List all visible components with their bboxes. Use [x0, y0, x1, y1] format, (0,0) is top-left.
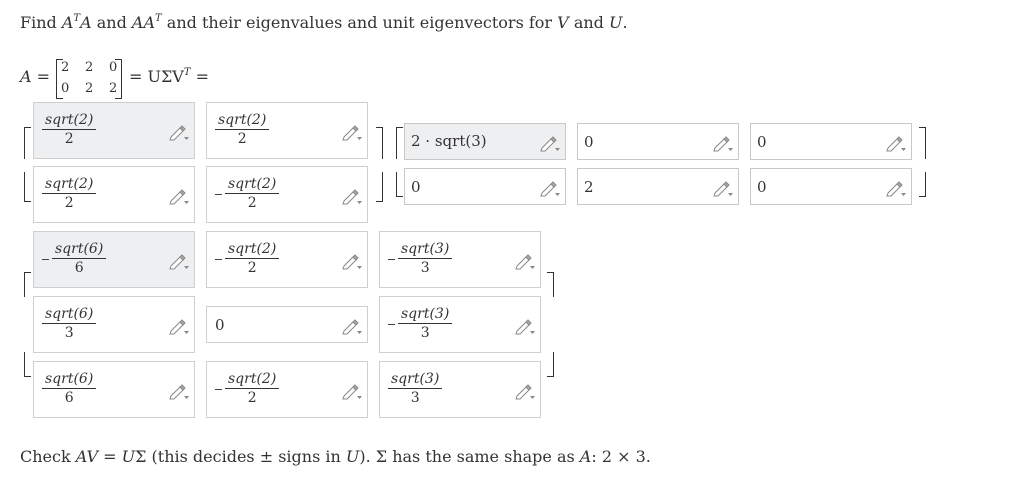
edit-pencil-icon[interactable] [341, 382, 363, 400]
footer-part: : 2 × 3. [591, 447, 651, 466]
u-matrix-bracket-right-bottom [547, 352, 554, 377]
fraction-denominator: 2 [247, 390, 257, 406]
sigma-value: 0 [757, 133, 767, 151]
footer-hint: Check AV = UΣ (this decides ± signs in U). Σ has the same shape as A: 2 × 3. [20, 447, 651, 466]
decomposition-label: = $U\Sigma V^T$ = [129, 67, 210, 86]
sigma-entry-1-3[interactable] [750, 123, 912, 160]
edit-pencil-icon[interactable] [514, 382, 536, 400]
fraction-numerator: sqrt(3) [398, 305, 452, 324]
minus-sign [42, 259, 49, 260]
fraction [52, 240, 106, 277]
sigma-entry-2-3[interactable] [750, 168, 912, 205]
fraction-numerator: sqrt(3) [388, 370, 442, 389]
edit-pencil-icon[interactable] [514, 317, 536, 335]
minus-sign [388, 324, 395, 325]
u-entry-3-2[interactable] [206, 361, 368, 418]
fraction [42, 175, 96, 212]
edit-pencil-icon[interactable] [168, 123, 190, 141]
minus-sign [215, 194, 222, 195]
fraction-numerator: sqrt(2) [225, 370, 279, 389]
fraction [225, 370, 279, 407]
equals-text-end: = [190, 67, 210, 86]
edit-pencil-icon[interactable] [712, 134, 734, 152]
v-entry-2-1[interactable] [33, 166, 195, 223]
fraction-denominator: 3 [64, 325, 74, 341]
sigma-value: 0 [757, 178, 767, 196]
fraction-numerator: sqrt(3) [398, 240, 452, 259]
sigma-entry-2-2[interactable] [577, 168, 739, 205]
fraction [42, 305, 96, 342]
edit-pencil-icon[interactable] [539, 134, 561, 152]
fraction-numerator: sqrt(6) [42, 305, 96, 324]
matrix-a [56, 59, 122, 99]
fraction-numerator: sqrt(2) [225, 240, 279, 259]
edit-pencil-icon[interactable] [539, 179, 561, 197]
u-entry-1-3[interactable] [379, 231, 541, 288]
fraction-denominator: 6 [64, 390, 74, 406]
edit-pencil-icon[interactable] [341, 252, 363, 270]
sigma-bracket-left-bottom [396, 172, 403, 197]
prompt-part: . [622, 13, 628, 32]
u-entry-1-2[interactable] [206, 231, 368, 288]
edit-pencil-icon[interactable] [168, 317, 190, 335]
matrix-a-entry: 2 [109, 81, 118, 96]
fraction-denominator: 2 [247, 195, 257, 211]
sigma-bracket-right-bottom [919, 172, 926, 197]
v-matrix-bracket-left-bottom [24, 172, 31, 202]
prompt-part: Find [20, 13, 62, 32]
prompt-part: and their eigenvalues and unit eigenvectors for [161, 13, 558, 32]
u-entry-3-3[interactable] [379, 361, 541, 418]
matrix-a-label: A = [20, 67, 51, 86]
matrix-a-entry: 2 [61, 60, 70, 75]
fraction-denominator: 2 [237, 131, 247, 147]
fraction-denominator: 3 [420, 260, 430, 276]
u-entry-3-1[interactable] [33, 361, 195, 418]
sigma-value: 0 [411, 178, 421, 196]
edit-pencil-icon[interactable] [168, 187, 190, 205]
minus-sign [215, 389, 222, 390]
matrix-a-entry: 0 [61, 81, 70, 96]
u-entry-2-1[interactable] [33, 296, 195, 353]
fraction-numerator: sqrt(2) [42, 111, 96, 130]
sigma-entry-1-1[interactable] [404, 123, 566, 160]
prompt-part: and [568, 13, 609, 32]
v-matrix-bracket-right-bottom [376, 172, 383, 202]
prompt-part: and [91, 13, 132, 32]
edit-pencil-icon[interactable] [168, 382, 190, 400]
fraction [225, 240, 279, 277]
v-entry-1-2[interactable] [206, 102, 368, 159]
u-entry-1-1[interactable] [33, 231, 195, 288]
equals-text: = UΣV [129, 67, 184, 86]
sigma-bracket-right-top [919, 127, 926, 159]
v-entry-2-2[interactable] [206, 166, 368, 223]
edit-pencil-icon[interactable] [885, 179, 907, 197]
sigma-bracket-left-top [396, 127, 403, 159]
v-matrix-bracket-left-top [24, 127, 31, 159]
footer-part: ). Σ has the same shape as [359, 447, 580, 466]
footer-part: Check [20, 447, 76, 466]
fraction-numerator: sqrt(6) [52, 240, 106, 259]
fraction [42, 370, 96, 407]
fraction [398, 305, 452, 342]
minus-sign [215, 259, 222, 260]
fraction-numerator: sqrt(6) [42, 370, 96, 389]
fraction-denominator: 2 [64, 195, 74, 211]
sigma-value: 0 [584, 133, 594, 151]
footer-part: (this decides ± signs in [146, 447, 346, 466]
u-matrix-bracket-left-bottom [24, 352, 31, 377]
fraction-numerator: sqrt(2) [42, 175, 96, 194]
edit-pencil-icon[interactable] [341, 187, 363, 205]
fraction-denominator: 2 [247, 260, 257, 276]
sigma-entry-1-2[interactable] [577, 123, 739, 160]
entry-value: 0 [215, 316, 225, 334]
sigma-entry-2-1[interactable] [404, 168, 566, 205]
edit-pencil-icon[interactable] [341, 317, 363, 335]
fraction [225, 175, 279, 212]
edit-pencil-icon[interactable] [341, 123, 363, 141]
edit-pencil-icon[interactable] [885, 134, 907, 152]
u-matrix-bracket-left-top [24, 272, 31, 297]
fraction-denominator: 3 [410, 390, 420, 406]
prompt-text: Find $A^TA$ and $AA^T$ and their eigenvalues and unit eigenvectors for V and U. [20, 13, 628, 32]
minus-sign [388, 259, 395, 260]
fraction-denominator: 6 [74, 260, 84, 276]
fraction-denominator: 2 [64, 131, 74, 147]
edit-pencil-icon[interactable] [168, 252, 190, 270]
edit-pencil-icon[interactable] [514, 252, 536, 270]
fraction-numerator: sqrt(2) [215, 111, 269, 130]
sigma-value: 2 · sqrt(3) [411, 132, 487, 150]
u-entry-2-3[interactable] [379, 296, 541, 353]
fraction-numerator: sqrt(2) [225, 175, 279, 194]
fraction [388, 370, 442, 407]
v-matrix-bracket-right-top [376, 127, 383, 159]
matrix-a-entry: 2 [85, 81, 94, 96]
sigma-value: 2 [584, 178, 594, 196]
fraction [398, 240, 452, 277]
fraction [215, 111, 269, 148]
fraction-denominator: 3 [420, 325, 430, 341]
edit-pencil-icon[interactable] [712, 179, 734, 197]
u-matrix-bracket-right-top [547, 272, 554, 297]
matrix-a-entry: 0 [109, 60, 118, 75]
v-entry-1-1[interactable] [33, 102, 195, 159]
matrix-a-entry: 2 [85, 60, 94, 75]
u-entry-2-2[interactable] [206, 306, 368, 343]
fraction [42, 111, 96, 148]
